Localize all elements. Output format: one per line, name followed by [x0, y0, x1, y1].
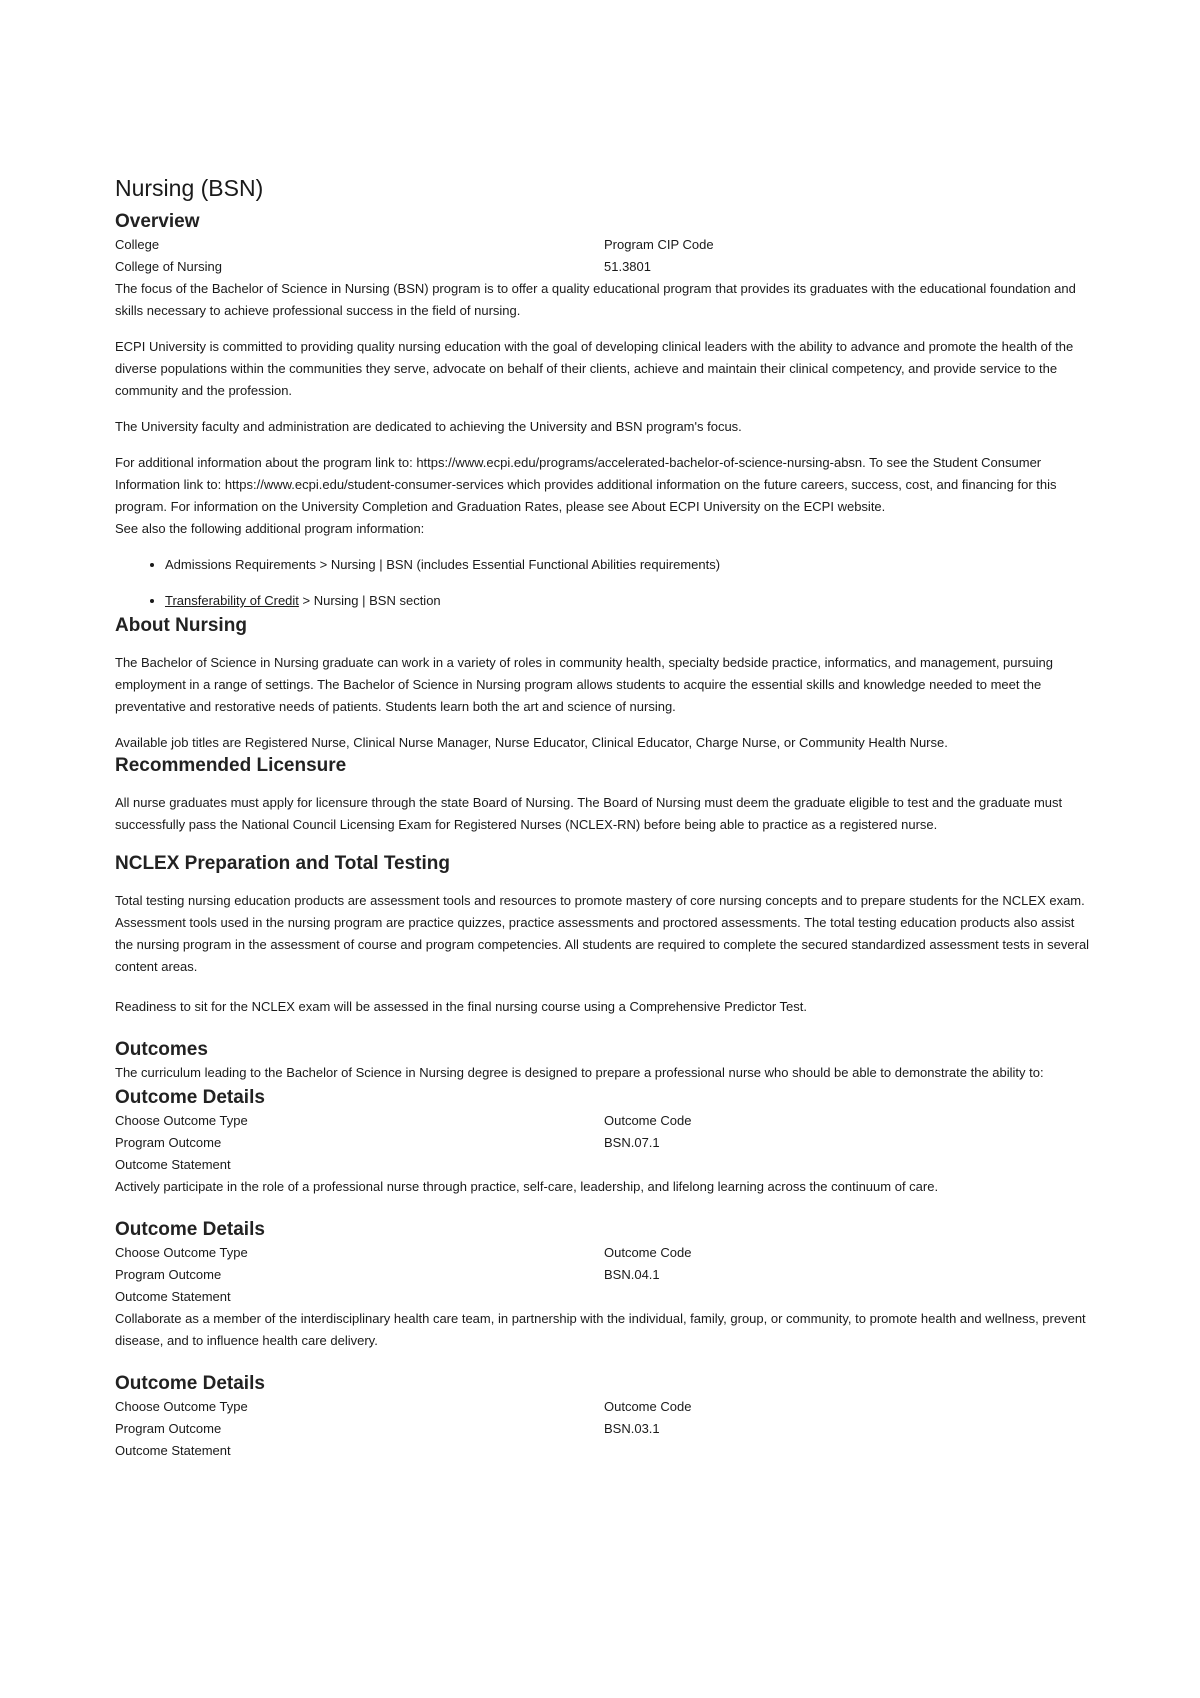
- outcome-statement: Actively participate in the role of a professional nurse through practice, self-care, leadership, and lifelong learning across the continuum of care.: [115, 1179, 939, 1194]
- outcome-statement-label: Outcome Statement: [115, 1443, 231, 1458]
- outcome-fields: [115, 1110, 1095, 1154]
- overview-paragraph-5: See also the following additional program information:: [115, 521, 425, 536]
- outcome-type-value: Program Outcome: [115, 1421, 222, 1436]
- outcome-type-label: Choose Outcome Type: [115, 1113, 248, 1128]
- outcome-type-label: Choose Outcome Type: [115, 1399, 248, 1414]
- outcome-details-heading: Outcome Details: [115, 1087, 265, 1108]
- outcomes-heading: Outcomes: [115, 1039, 208, 1060]
- outcome-statement: Collaborate as a member of the interdisciplinary health care team, in partnership with the individual, family, group, or community, to promote health and wellness, prevent disease, and to influence health care delivery.: [115, 1311, 1086, 1348]
- nclex-paragraph-2: Readiness to sit for the NCLEX exam will be assessed in the final nursing course using a Comprehensive Predictor Test.: [115, 999, 807, 1014]
- outcome-statement-label: Outcome Statement: [115, 1289, 231, 1304]
- outcome-code-value: BSN.03.1: [604, 1421, 660, 1436]
- admissions-requirements-text: Admissions Requirements > Nursing | BSN (includes Essential Functional Abilities requirements): [165, 557, 721, 572]
- outcome-code-label: Outcome Code: [604, 1399, 692, 1414]
- recommended-licensure-heading: Recommended Licensure: [115, 755, 347, 776]
- outcome-details-block: [115, 1086, 1095, 1198]
- cip-label: Program CIP Code: [604, 237, 714, 252]
- overview-heading: Overview: [115, 211, 200, 232]
- additional-info-list: [115, 554, 1095, 612]
- nclex-heading: NCLEX Preparation and Total Testing: [115, 853, 450, 874]
- nclex-paragraph-1: Total testing nursing education products are assessment tools and resources to promote mastery of core nursing concepts and to prepare students for the NCLEX exam. Assessment tools used in the nursing program are practice quizzes, practice assessments and proctored assessments. The total testing education products also assist the nursing program in the assessment of course and program competencies. All students are required to complete the secured standardized assessment tests in several content areas.: [115, 893, 1090, 974]
- overview-paragraph-2: ECPI University is committed to providing quality nursing education with the goal of developing clinical leaders with the ability to advance and promote the health of the diverse populations within the communities they serve, advocate on behalf of their clients, achieve and maintain their clinical competency, and provide service to the community and the profession.: [115, 339, 1074, 398]
- outcomes-intro: The curriculum leading to the Bachelor of Science in Nursing degree is designed to prepare a professional nurse who should be able to demonstrate the ability to:: [115, 1065, 1044, 1080]
- transferability-of-credit-link[interactable]: Transferability of Credit: [165, 593, 299, 608]
- college-label: College: [115, 237, 160, 252]
- overview-paragraph-4: For additional information about the program link to: https://www.ecpi.edu/programs/accelerated-bachelor-of-science-nursing-absn. To see the Student Consumer Information link to: https://www.ecpi.edu/student-consumer-services which provides additional information on the future careers, success, cost, and financing for this program. For information on the University Completion and Graduation Rates, please see About ECPI University on the ECPI website.: [115, 455, 1057, 514]
- overview-fields: [115, 234, 1095, 278]
- outcome-details-heading: Outcome Details: [115, 1373, 265, 1394]
- outcome-code-label: Outcome Code: [604, 1113, 692, 1128]
- college-value: College of Nursing: [115, 259, 222, 274]
- outcome-details-block: [115, 1218, 1095, 1352]
- about-paragraph-1: The Bachelor of Science in Nursing graduate can work in a variety of roles in community health, specialty bedside practice, informatics, and management, pursuing employment in a range of settings. The Bachelor of Science in Nursing program allows students to acquire the essential skills and knowledge needed to meet the preventative and restorative needs of patients. Students learn both the art and science of nursing.: [115, 655, 1053, 714]
- page-title: Nursing (BSN): [115, 175, 264, 201]
- licensure-paragraph: All nurse graduates must apply for licensure through the state Board of Nursing. The Board of Nursing must deem the graduate eligible to test and the graduate must successfully pass the National Council Licensing Exam for Registered Nurses (NCLEX-RN) before being able to practice as a registered nurse.: [115, 795, 1063, 832]
- outcome-fields: [115, 1396, 1095, 1440]
- list-item: [165, 554, 1095, 576]
- outcome-type-value: Program Outcome: [115, 1267, 222, 1282]
- cip-value: 51.3801: [604, 259, 651, 274]
- outcome-code-value: BSN.07.1: [604, 1135, 660, 1150]
- outcome-details-heading: Outcome Details: [115, 1219, 265, 1240]
- outcome-type-label: Choose Outcome Type: [115, 1245, 248, 1260]
- outcome-details-block: [115, 1372, 1095, 1462]
- outcome-fields: [115, 1242, 1095, 1286]
- overview-paragraph-1: The focus of the Bachelor of Science in Nursing (BSN) program is to offer a quality educational program that provides its graduates with the educational foundation and skills necessary to achieve professional success in the field of nursing.: [115, 281, 1076, 318]
- about-nursing-heading: About Nursing: [115, 615, 247, 636]
- outcome-code-value: BSN.04.1: [604, 1267, 660, 1282]
- transferability-rest-text: > Nursing | BSN section: [298, 593, 441, 608]
- list-item: [165, 590, 1095, 612]
- overview-paragraph-3: The University faculty and administration are dedicated to achieving the University and BSN program's focus.: [115, 419, 742, 434]
- document-page: [115, 170, 1095, 1462]
- outcome-code-label: Outcome Code: [604, 1245, 692, 1260]
- outcome-statement-label: Outcome Statement: [115, 1157, 231, 1172]
- about-paragraph-2: Available job titles are Registered Nurse, Clinical Nurse Manager, Nurse Educator, Clinical Educator, Charge Nurse, or Community Health Nurse.: [115, 735, 948, 750]
- outcome-type-value: Program Outcome: [115, 1135, 222, 1150]
